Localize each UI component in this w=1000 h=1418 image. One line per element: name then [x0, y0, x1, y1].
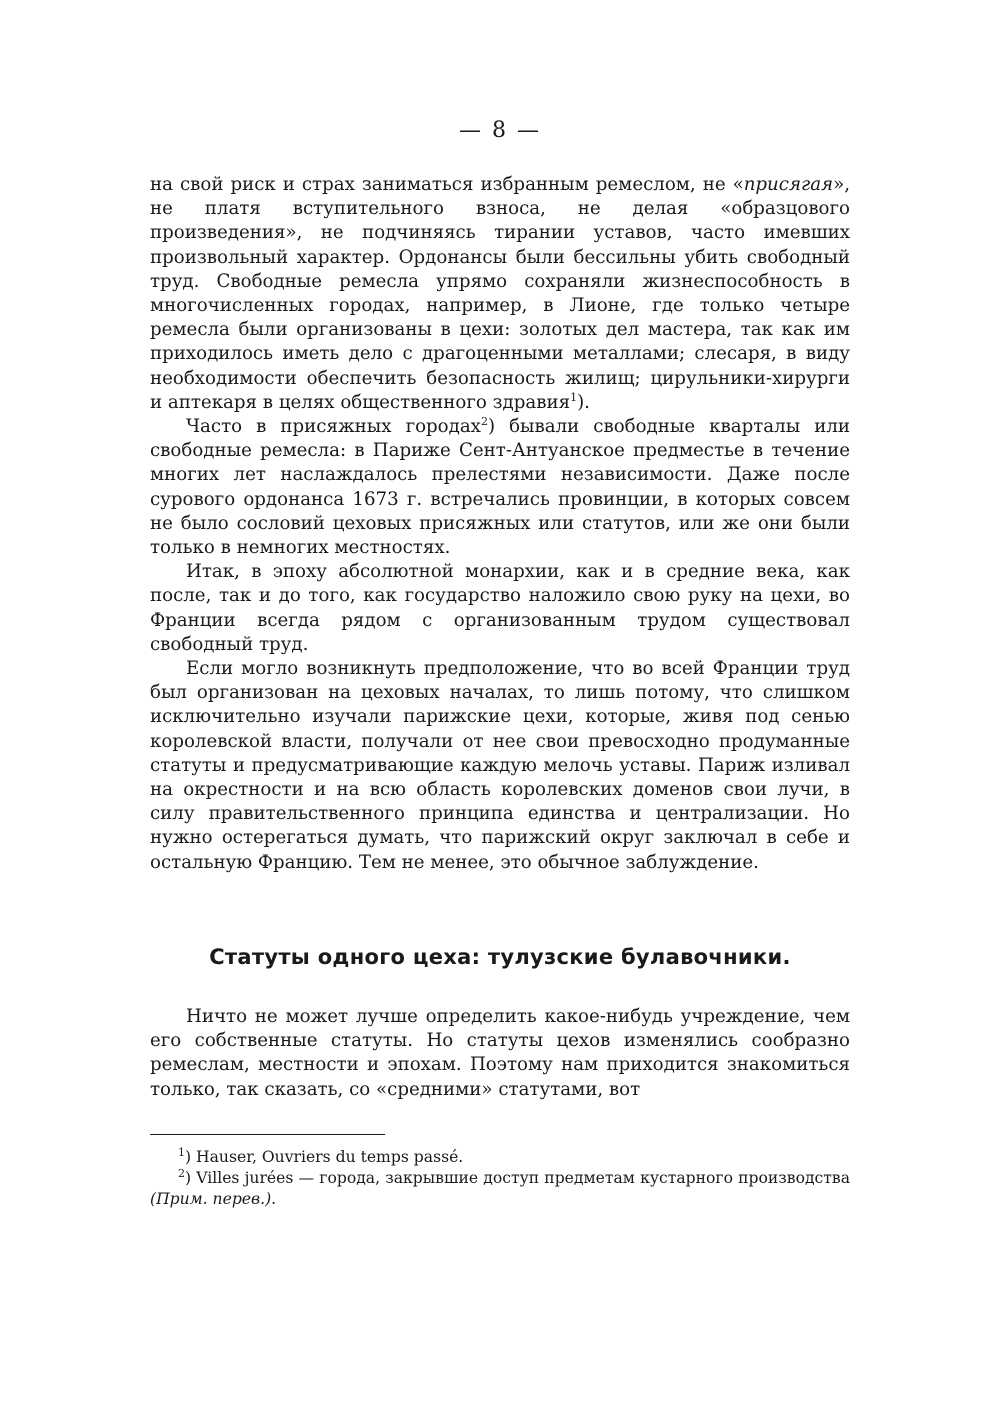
paragraph-2-text-a: Часто в присяжных городах [186, 416, 481, 438]
footnote-2-text-b: . [271, 1189, 277, 1208]
paragraph-1-text-b: », не платя вступительного взноса, не делая «образцового произведения», не подчиняясь тирании уставов, часто имевших произвольный характер. Ордонансы были бессильны убить свободный труд. Свободные ремесла упрямо сохраняли жизнеспособность в многочисленных городах, например, в Лионе, где только четыре ремесла были организованы в цехи: золотых дел мастера, так как им приходилось иметь дело с драгоценными металлами; слесаря, в виду необходимости обеспечить безопасность жилищ; цирульники-хирурги и аптекаря в целях общественного здравия [150, 174, 850, 413]
footnote-ref-2[interactable]: 2 [480, 414, 488, 428]
section-paragraph: Ничто не может лучше определить какое-нибудь учреждение, чем его собственные статуты. Но статуты цехов изменялись сообразно ремеслам, местности и эпохам. Поэтому нам приходится знакомиться только, так сказать, со «средними» статутами, вот [150, 1005, 850, 1100]
footnote-1-mark: 1 [178, 1145, 185, 1159]
paragraph-2-text-b: ) бывали свободные кварталы или свободные ремесла: в Париже Сент-Антуанское предместье в течение многих лет наслаждалось прелестями независимости. Даже после сурового ордонанса 1673 г. встречались провинции, в которых совсем не было сословий цеховых присяжных или статутов, или же они были только в немногих местностях. [150, 416, 850, 559]
footnote-2-text-a: ) Villes jurées — города, закрывшие доступ предметам кустарного производства [185, 1168, 850, 1187]
document-page [150, 118, 850, 1210]
paragraph-1-text-a: на свой риск и страх заниматься избранным ремеслом, не « [150, 174, 744, 195]
paragraph-2 [150, 415, 850, 560]
paragraph-1 [150, 173, 850, 415]
footnote-1 [150, 1147, 850, 1168]
paragraph-1-text-c: ). [577, 391, 590, 413]
section-heading: Статуты одного цеха: тулузские булавочники. [209, 944, 791, 969]
footnote-2-italic: (Прим. перев.) [150, 1189, 272, 1208]
paragraph-3: Итак, в эпоху абсолютной монархии, как и в средние века, как после, так и до того, как государство наложило свою руку на цехи, во Франции всегда рядом с организованным трудом существовал свободный труд. [150, 561, 850, 655]
paragraph-1-italic: присягая [743, 174, 834, 195]
footnote-ref-1[interactable]: 1 [570, 390, 578, 404]
footnote-1-text: ) Hauser, Ouvriers du temps passé. [185, 1147, 464, 1166]
footnote-divider [150, 1134, 385, 1135]
footnote-2-mark: 2 [178, 1166, 185, 1180]
footnote-2 [150, 1168, 850, 1210]
page-number: — 8 — [459, 118, 541, 143]
paragraph-4: Если могло возникнуть предположение, что во всей Франции труд был организован на цеховых началах, то лишь потому, что слишком исключительно изучали парижские цехи, которые, живя под сенью королевской власти, получали от нее свои превосходно продуманные статуты и предусматривающие каждую мелочь уставы. Париж изливал на окрестности и на всю область королевских доменов свои лучи, в силу правительственного принципа единства и централизации. Но нужно остерегаться думать, что парижский округ заключал в себе и остальную Францию. Тем не менее, это обычное заблуждение. [150, 658, 850, 873]
